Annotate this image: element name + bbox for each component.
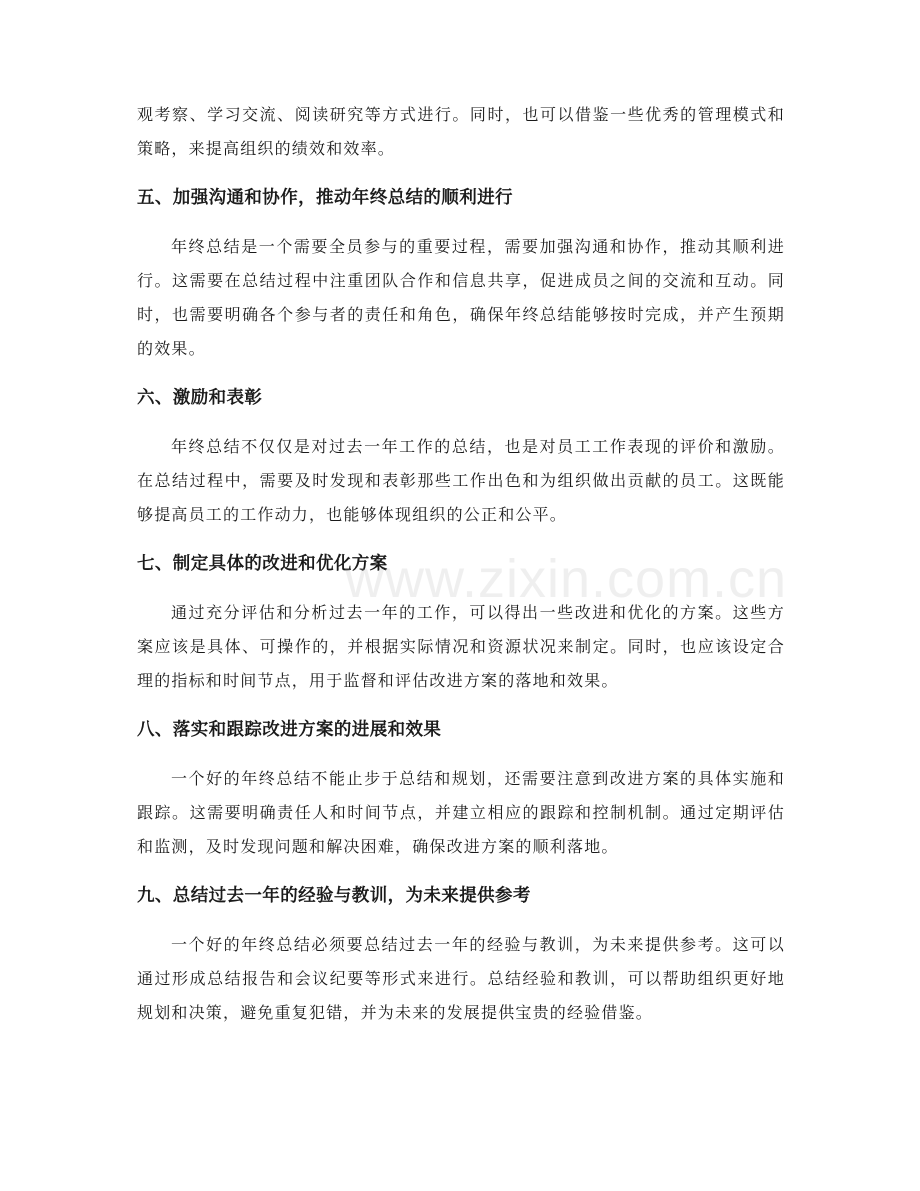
section-body-6: 年终总结不仅仅是对过去一年工作的总结，也是对员工工作表现的评价和激励。在总结过程中，需要及时发现和表彰那些工作出色和为组织做出贡献的员工。这既能够提高员工的工作动力，也能够体现组织的公正和公平。: [137, 437, 785, 524]
section-body-7: 通过充分评估和分析过去一年的工作，可以得出一些改进和优化的方案。这些方案应该是具体、可操作的，并根据实际情况和资源状况来制定。同时，也应该设定合理的指标和时间节点，用于监督和评估改进方案的落地和效果。: [137, 603, 785, 690]
section-body-9: 一个好的年终总结必须要总结过去一年的经验与教训，为未来提供参考。这可以通过形成总结报告和会议纪要等形式来进行。总结经验和教训，可以帮助组织更好地规划和决策，避免重复犯错，并为未来的发展提供宝贵的经验借鉴。: [137, 935, 785, 1022]
watermark: www.zixin.com.cn: [345, 549, 788, 609]
document-content: [137, 98, 788, 1030]
section-heading-5: 五、加强沟通和协作，推动年终总结的顺利进行: [137, 188, 513, 208]
intro-paragraph: 观考察、学习交流、阅读研究等方式进行。同时，也可以借鉴一些优秀的管理模式和策略，来提高组织的绩效和效率。: [137, 105, 785, 158]
section-heading-8: 八、落实和跟踪改进方案的进展和效果: [137, 720, 442, 740]
section-heading-6: 六、激励和表彰: [137, 388, 263, 408]
section-heading-9: 九、总结过去一年的经验与教训，为未来提供参考: [137, 886, 531, 906]
section-heading-7: 七、制定具体的改进和优化方案: [137, 554, 388, 574]
section-body-5: 年终总结是一个需要全员参与的重要过程，需要加强沟通和协作，推动其顺利进行。这需要在总结过程中注重团队合作和信息共享，促进成员之间的交流和互动。同时，也需要明确各个参与者的责任和角色，确保年终总结能够按时完成，并产生预期的效果。: [137, 237, 785, 358]
section-body-8: 一个好的年终总结不能止步于总结和规划，还需要注意到改进方案的具体实施和跟踪。这需要明确责任人和时间节点，并建立相应的跟踪和控制机制。通过定期评估和监测，及时发现问题和解决困难，确保改进方案的顺利落地。: [137, 769, 785, 856]
